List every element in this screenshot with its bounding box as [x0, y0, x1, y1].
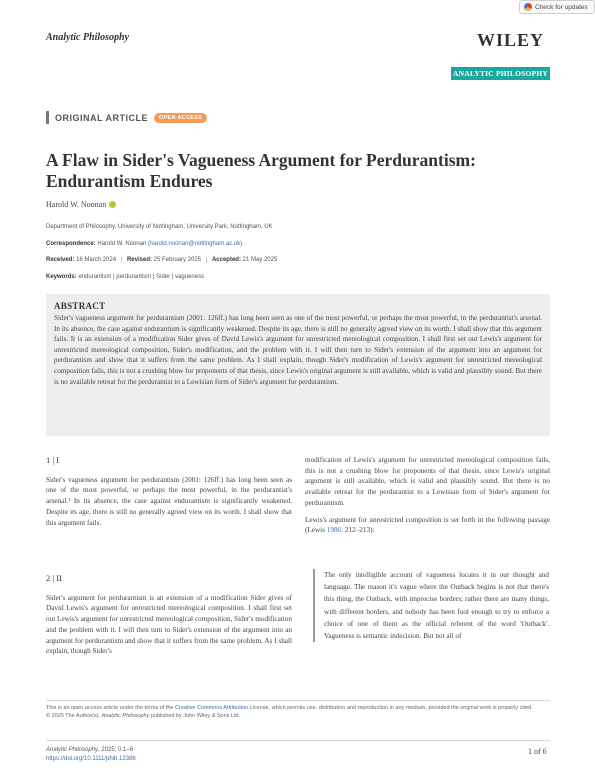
footer-divider [46, 700, 550, 701]
left-column-section1 [46, 455, 292, 534]
footer-citation [46, 746, 136, 764]
correspondence: Correspondence: Harold W. Noonan (harold.noonan@nottingham.ac.uk) [46, 241, 243, 247]
section-2-heading: 2 | II [46, 573, 62, 583]
author-name[interactable]: Harold W. Noonan [46, 200, 107, 209]
date-separator: | [205, 257, 208, 263]
left-column-section2 [46, 573, 292, 663]
creative-commons-link[interactable]: Creative Commons Attribution [175, 705, 249, 711]
paragraph-2-text-end: : 212–213): [341, 526, 375, 535]
right-column [305, 455, 550, 542]
affiliation: Department of Philosophy, University of Nottingham, University Park, Nottingham, UK [46, 224, 273, 230]
article-title [46, 150, 546, 192]
open-access-badge: OPEN ACCESS [154, 113, 207, 123]
copyright-end: published by John Wiley & Sons Ltd. [149, 713, 241, 719]
accepted-label: Accepted: [211, 257, 241, 263]
section-2-text: Sider's argument for perdurantism is an extension of a modification Sider gives of David Lewis's argument for unrestricted mereological composition. I shall first set out Lewis's argument for unrestricted mereological composition, Sider's modification and the problem with it. I will then turn to Sider's extension of the argument into an argument for perdurantism and show that it suffers from the same problem. As I shall explain, though Sider's [46, 593, 292, 656]
article-title-line2: Endurantism Endures [46, 171, 213, 191]
journal-logo: ANALYTIC PHILOSOPHY [453, 69, 548, 78]
correspondence-label: Correspondence: [46, 241, 96, 247]
article-title-line1: A Flaw in Sider's Vagueness Argument for Perdurantism: [46, 150, 476, 170]
journal-title: Analytic Philosophy [46, 32, 130, 43]
revised-date: 25 February 2025 [153, 257, 202, 263]
section-1-text: Sider's vagueness argument for perdurantism (2001: 126ff.) has long been seen as one of the most powerful, or perhaps the most powerful, in the perdurantist's arsenal.¹ In its absence, the case against endurantism is significantly weakened. Despite its age, there is still no generally agreed view on its worth. I shall show that this argument fails. [46, 475, 292, 527]
crossmark-icon [524, 3, 532, 11]
article-type [46, 111, 207, 124]
keywords-list: endurantism | perdurantism | Sider | vagueness [78, 274, 205, 280]
license-text-start: This is an open access article under the terms of the [46, 705, 176, 711]
abstract-text: Sider's vagueness argument for perdurantism (2001: 126ff.) has long been seen as one of the most powerful, or perhaps the most powerful, in the perdurantist's arsenal. In its absence, the case against endurantism is significantly weakened. Despite its age, there is still no generally agreed view on its worth. I shall show that this argument fails. It is an extension of a modification Sider gives of David Lewis's argument for unrestricted mereological composition. I shall first set out Lewis's argument for unrestricted mereological composition, Sider's modification, and the problem with it. I will then turn to Sider's extension of the argument into an argument for perdurantism and show that it suffers from the same problem. As I shall explain, though Sider's modification of Lewis's argument for unrestricted mereological composition fails, this is not a crushing blow for proponents of that thesis, since Lewis's original argument is still available, which is valid and plausibly sound. But there is no available retreat for the perdurantist to a Lewisian form of Sider's argument for perdurantism. [54, 314, 542, 386]
check-for-updates-badge[interactable] [519, 0, 595, 14]
footer-journal: Analytic Philosophy [46, 747, 99, 753]
footer-volume: , 2025; 0:1–6 [98, 747, 134, 753]
publisher-logo: WILEY [477, 30, 545, 50]
orcid-icon[interactable] [109, 201, 116, 208]
license-text-end: License, which permits use, distribution and reproduction in any medium, provided the original work is properly cited. [248, 705, 533, 711]
keywords [46, 274, 204, 280]
license-note [46, 704, 550, 720]
page-number: 1 of 6 [528, 747, 547, 756]
author [46, 200, 116, 209]
right-column-paragraph-2 [305, 515, 550, 536]
article-dates [46, 257, 277, 263]
block-quote: The only intelligible account of vagueness locates it in our thought and language. The reason it's vague where the Outback begins is not that there's this thing, the Outback, with imprecise borders; rather there are many things, with different borders, and nobody has been fool enough to try to enforce a choice of one of them as the official referent of the word 'Outback'. Vagueness is semantic indecision. But not all of [313, 569, 549, 642]
correspondence-name: Harold W. Noonan [97, 241, 147, 247]
accepted-date: 21 May 2025 [242, 257, 278, 263]
paragraph-2-text-start: Lewis's argument for unrestricted composition is set forth in the following passage (Lewis [305, 515, 550, 535]
abstract-heading: ABSTRACT [54, 301, 106, 311]
received-date: 16 March 2024 [76, 257, 117, 263]
footer-divider-bottom [46, 740, 550, 741]
date-separator: | [120, 257, 123, 263]
correspondence-email[interactable]: harold.noonan@nottingham.ac.uk [150, 241, 241, 247]
lewis-1986-citation-link[interactable]: 1986 [326, 526, 342, 535]
check-for-updates-label: Check for updates [535, 3, 588, 11]
right-column-paragraph-1: modification of Lewis's argument for unrestricted mereological composition fails, this is not a crushing blow for proponents of that thesis, since Lewis's original argument is still available, which is valid and plausibly sound. But there is no available retreat for the perdurantist to a Lewisian form of Sider's argument for perdurantism. [305, 456, 550, 507]
article-type-label: ORIGINAL ARTICLE [55, 112, 148, 123]
copyright-start: © 2025 The Author(s). [46, 713, 102, 719]
doi-link[interactable]: https://doi.org/10.1111/phib.12386 [46, 756, 136, 762]
section-1-heading: 1 | I [46, 455, 60, 465]
copyright-journal: Analytic Philosophy [101, 713, 150, 719]
revised-label: Revised: [126, 257, 152, 263]
received-label: Received: [46, 257, 75, 263]
keywords-label: Keywords: [46, 274, 77, 280]
abstract-box [46, 294, 550, 436]
article-type-bar [46, 111, 49, 124]
